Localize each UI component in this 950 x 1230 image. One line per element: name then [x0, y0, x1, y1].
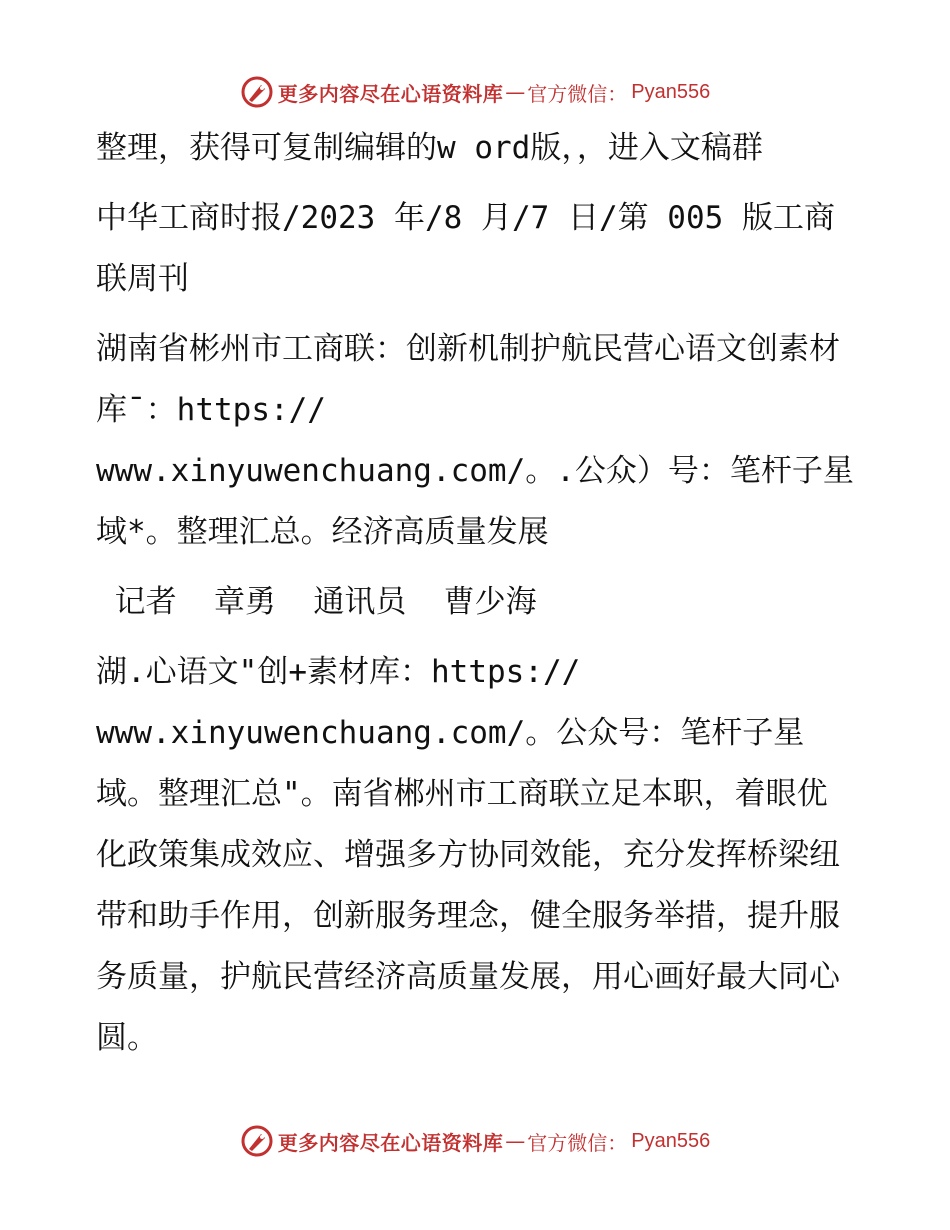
paragraph-headline-1: 湖南省彬州市工商联：创新机制护航民营心语文创素材库¯：https://	[96, 331, 840, 428]
paragraph-headline-2: www.xinyuwenchuang.com/。.公众）号：笔杆子星域*。整理汇总。经济高质量发展	[96, 453, 854, 550]
banner-dash: —	[505, 80, 526, 104]
paragraph-body-1: 湖.心语文"创+素材库：https://	[96, 654, 581, 690]
pen-nib-logo-icon	[240, 75, 274, 109]
banner-wechat-label: 官方微信：	[527, 81, 628, 106]
paragraph-intro: 整理，获得可复制编辑的w ord版，，进入文稿群	[96, 130, 763, 166]
paragraph-source: 中华工商时报/2023 年/8 月/7 日/第 005 版工商联周刊	[96, 200, 835, 297]
header-banner	[0, 72, 950, 112]
footer-banner	[0, 1121, 950, 1161]
pen-nib-logo-icon	[240, 1124, 274, 1158]
document-body	[96, 118, 856, 1069]
paragraph-body-2: www.xinyuwenchuang.com/。公众号：笔杆子星域。整理汇总"。南省郴州市工商联立足本职，着眼优化政策集成效应、增强多方协同效能，充分发挥桥梁纽带和助手作用，创新服务理念，健全服务举措，提升服务质量，护航民营经济高质量发展，用心画好最大同心圆。	[96, 715, 840, 1056]
banner-wechat-id: Pyan556	[631, 1129, 711, 1152]
banner-dash: —	[505, 1129, 526, 1153]
banner-main-text: 更多内容尽在心语资料库	[277, 1130, 504, 1155]
paragraph-byline: 记者 章勇 通讯员 曹少海	[96, 584, 537, 620]
banner-wechat-label: 官方微信：	[527, 1130, 628, 1155]
banner-main-text: 更多内容尽在心语资料库	[277, 81, 504, 106]
banner-wechat-id: Pyan556	[631, 80, 711, 103]
